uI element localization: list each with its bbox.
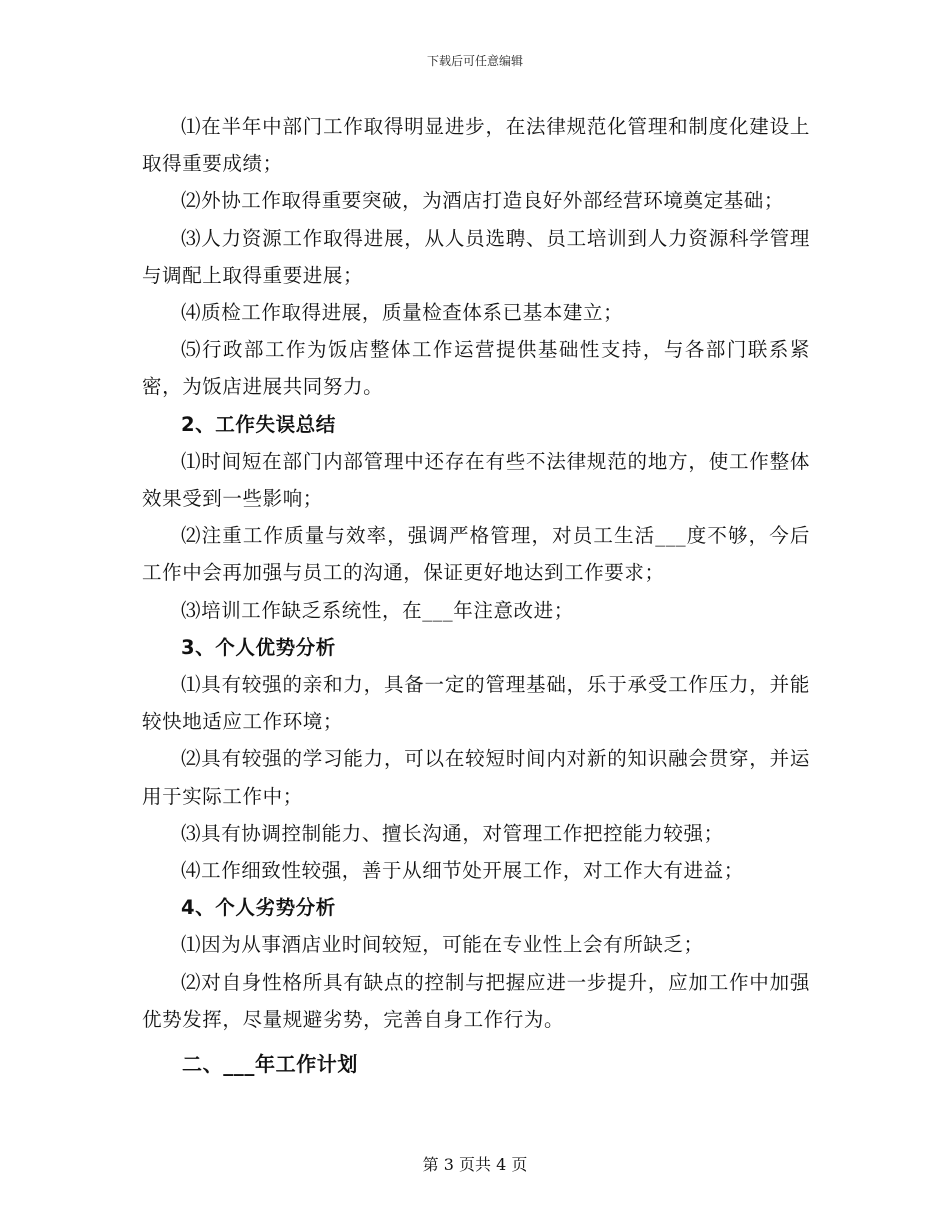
paragraph: ⑵外协工作取得重要突破，为酒店打造良好外部经营环境奠定基础；	[181, 189, 785, 213]
paragraph: ⑵对自身性格所具有缺点的控制与把握应进一步提升，应加工作中加强优势发挥，尽量规避劣势，完善自身工作行为。	[142, 970, 810, 1031]
chapter-title: 二、___年工作计划	[182, 1052, 358, 1077]
paragraph: ⑶培训工作缺乏系统性，在___年注意改进；	[181, 598, 574, 622]
document-body	[142, 108, 810, 1083]
section-heading: 2、工作失误总结	[181, 412, 336, 436]
paragraph: ⑴时间短在部门内部管理中还存在有些不法律规范的地方，使工作整体效果受到一些影响；	[142, 449, 810, 511]
paragraph: ⑴因为从事酒店业时间较短，可能在专业性上会有所缺乏；	[181, 933, 704, 957]
paragraph: ⑸行政部工作为饭店整体工作运营提供基础性支持，与各部门联系紧密，为饭店进展共同努力。	[142, 338, 810, 399]
paragraph: ⑶人力资源工作取得进展，从人员选聘、员工培训到人力资源科学管理与调配上取得重要进展；	[142, 226, 810, 287]
paragraph: ⑴具有较强的亲和力，具备一定的管理基础，乐于承受工作压力，并能较快地适应工作环境；	[142, 673, 810, 734]
section-heading: 3、个人优势分析	[181, 635, 336, 659]
paragraph: ⑶具有协调控制能力、擅长沟通，对管理工作把控能力较强；	[181, 821, 724, 845]
paragraph: ⑷质检工作取得进展，质量检查体系已基本建立；	[181, 301, 624, 325]
page-header: 下载后可任意编辑	[426, 54, 523, 68]
page-footer: 第 3 页共 4 页	[422, 1155, 528, 1174]
paragraph: ⑵具有较强的学习能力，可以在较短时间内对新的知识融会贯穿，并运用于实际工作中；	[142, 747, 810, 808]
paragraph: ⑷工作细致性较强，善于从细节处开展工作，对工作大有进益；	[181, 859, 744, 883]
paragraph: ⑴在半年中部门工作取得明显进步，在法律规范化管理和制度化建设上取得重要成绩；	[142, 115, 810, 176]
paragraph: ⑵注重工作质量与效率，强调严格管理，对员工生活___度不够，今后工作中会再加强与员工的沟通，保证更好地达到工作要求；	[142, 524, 810, 585]
section-heading: 4、个人劣势分析	[181, 896, 336, 920]
